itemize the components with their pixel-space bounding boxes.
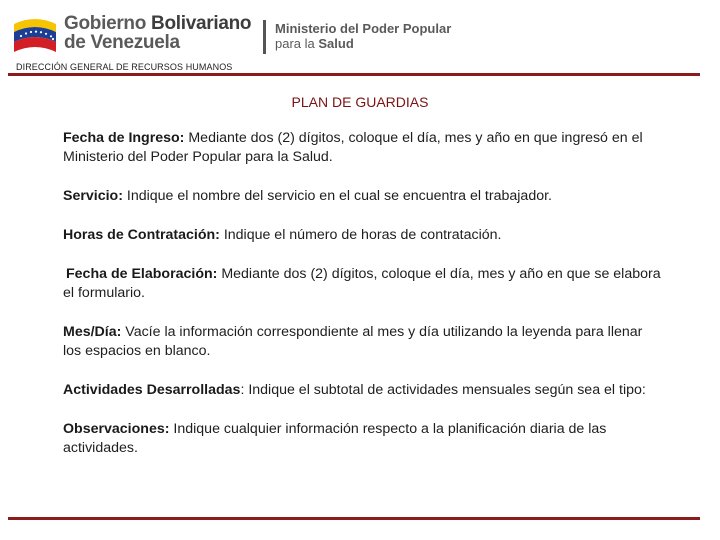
instruction-text: : Indique el subtotal de actividades mensuales según sea el tipo: <box>240 382 646 398</box>
ministry-name <box>275 21 451 51</box>
ministry-line1: Ministerio del Poder Popular <box>275 21 452 36</box>
instruction-item <box>63 420 663 458</box>
instruction-text: Indique el número de horas de contratación. <box>219 227 502 243</box>
instruction-label: Servicio: <box>63 188 123 204</box>
gov-name-part1: Gobierno <box>64 13 152 34</box>
document-title <box>0 94 720 110</box>
instruction-label: Horas de Contratación: <box>63 227 220 243</box>
instruction-item <box>63 226 663 245</box>
gov-name-part2: Bolivariano <box>151 13 252 34</box>
instruction-text: Vacíe la información correspondiente al mes y día utilizando la leyenda para llenar los espacios en blanco. <box>63 324 643 359</box>
instructions-list <box>63 129 663 458</box>
instruction-label: Fecha de Elaboración: <box>66 266 218 282</box>
instruction-item <box>63 265 663 303</box>
page-header <box>12 8 712 60</box>
instruction-label: Observaciones: <box>63 421 170 437</box>
instruction-item <box>63 323 663 361</box>
document-title-text: PLAN DE GUARDIAS <box>291 94 429 110</box>
department-name: DIRECCIÓN GENERAL DE RECURSOS HUMANOS <box>16 62 233 72</box>
top-rule <box>8 73 700 76</box>
instruction-label: Actividades Desarrolladas <box>63 382 241 398</box>
gov-name-line2: de Venezuela <box>64 32 180 53</box>
instruction-text: Mediante dos (2) dígitos, coloque el día, mes y año en que ingresó en el Ministerio del Poder Popular para la Salud. <box>63 130 643 165</box>
instruction-text: Indique el nombre del servicio en el cual se encuentra el trabajador. <box>122 188 552 204</box>
instruction-item <box>63 187 663 206</box>
government-name <box>64 14 251 52</box>
instruction-label: Fecha de Ingreso: <box>63 130 185 146</box>
bottom-rule <box>8 517 700 520</box>
instruction-text: Indique cualquier información respecto a la planificación diaria de las actividades. <box>63 421 607 456</box>
instruction-text: Mediante dos (2) dígitos, coloque el día, mes y año en que se elabora el formulario. <box>63 266 661 301</box>
ministry-line2-b: Salud <box>318 36 354 51</box>
instruction-item <box>63 129 663 167</box>
venezuela-flag-logo <box>12 14 58 56</box>
header-divider <box>263 20 266 54</box>
ministry-line2-a: para la <box>275 36 319 51</box>
instruction-item <box>63 381 663 400</box>
instruction-label: Mes/Día: <box>63 324 122 340</box>
